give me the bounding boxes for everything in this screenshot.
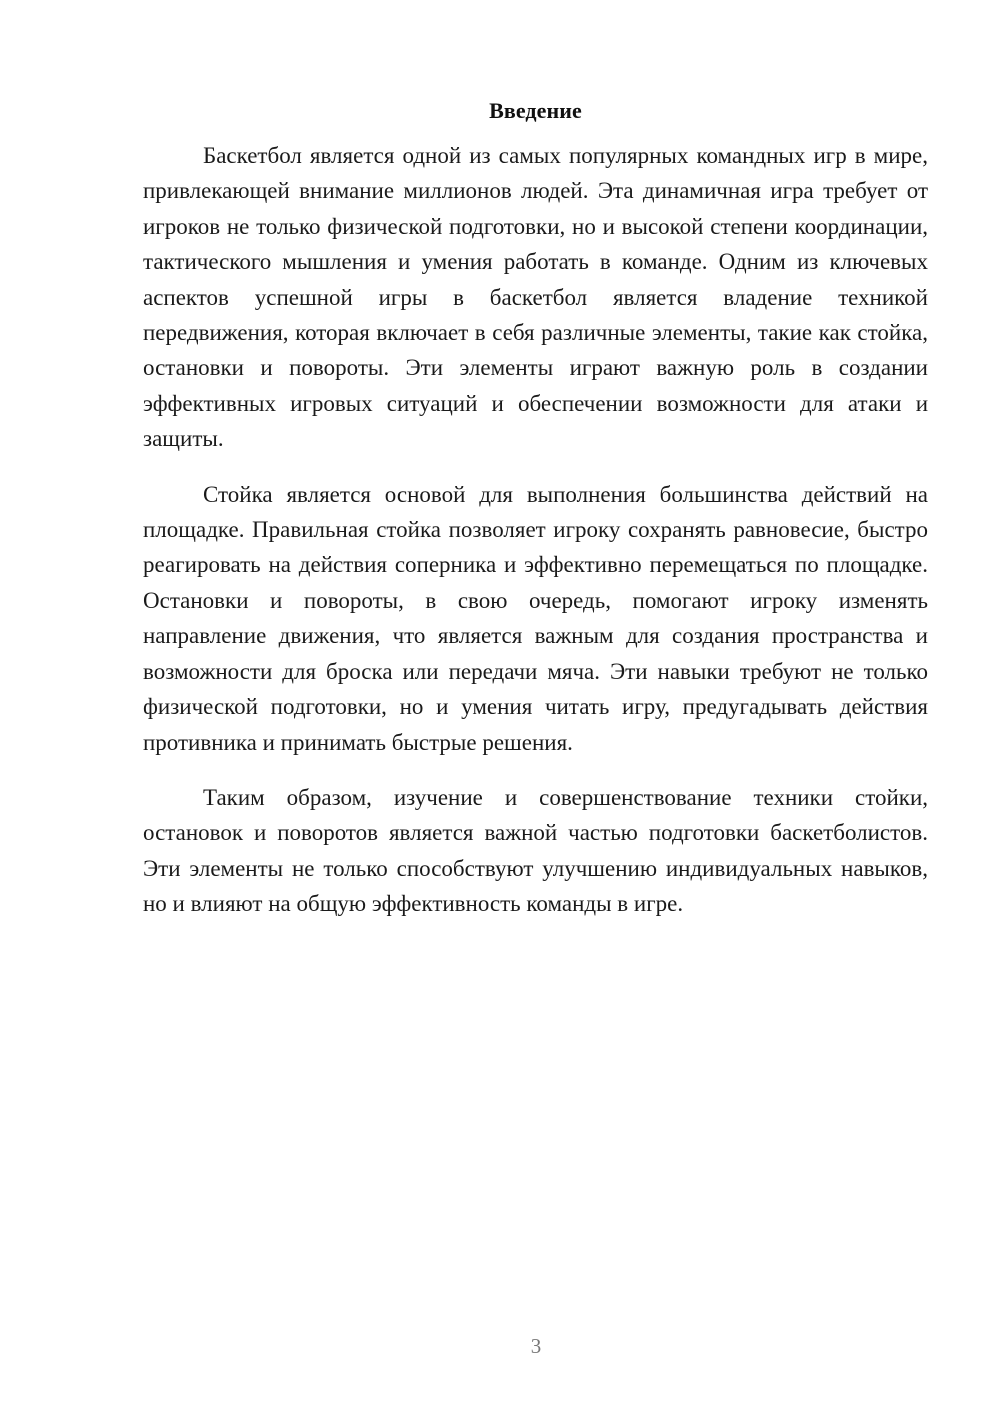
body-paragraph-3: Таким образом, изучение и совершенствование техники стойки, остановок и поворотов является важной частью подготовки баскетболистов. Эти элементы не только способствуют улучшению индивидуальных навыков, но и влияют на общую эффективность команды в игре. — [143, 784, 928, 917]
section-title: Введение — [489, 98, 582, 123]
body-paragraph-1: Баскетбол является одной из самых популярных командных игр в мире, привлекающей внимание миллионов людей. Эта динамичная игра требует от игроков не только физической подготовки, но и высокой степени координации, тактического мышления и умения работать в команде. Одним из ключевых аспектов успешной игры в баскетбол является владение техникой передвижения, которая включает в себя различные элементы, такие как стойка, остановки и повороты. Эти элементы играют важную роль в создании эффективных игровых ситуаций и обеспечении возможности для атаки и защиты. — [143, 143, 928, 452]
body-paragraph-2: Стойка является основой для выполнения большинства действий на площадке. Правильная стойка позволяет игроку сохранять равновесие, быстро реагировать на действия соперника и эффективно перемещаться по площадке. Остановки и повороты, в свою очередь, помогают игроку изменять направление движения, что является важным для создания пространства и возможности для броска или передачи мяча. Эти навыки требуют не только физической подготовки, но и умения читать игру, предугадывать действия противника и принимать быстрые решения. — [143, 481, 928, 755]
page-content — [143, 94, 928, 922]
page-number: 3 — [530, 1334, 542, 1358]
